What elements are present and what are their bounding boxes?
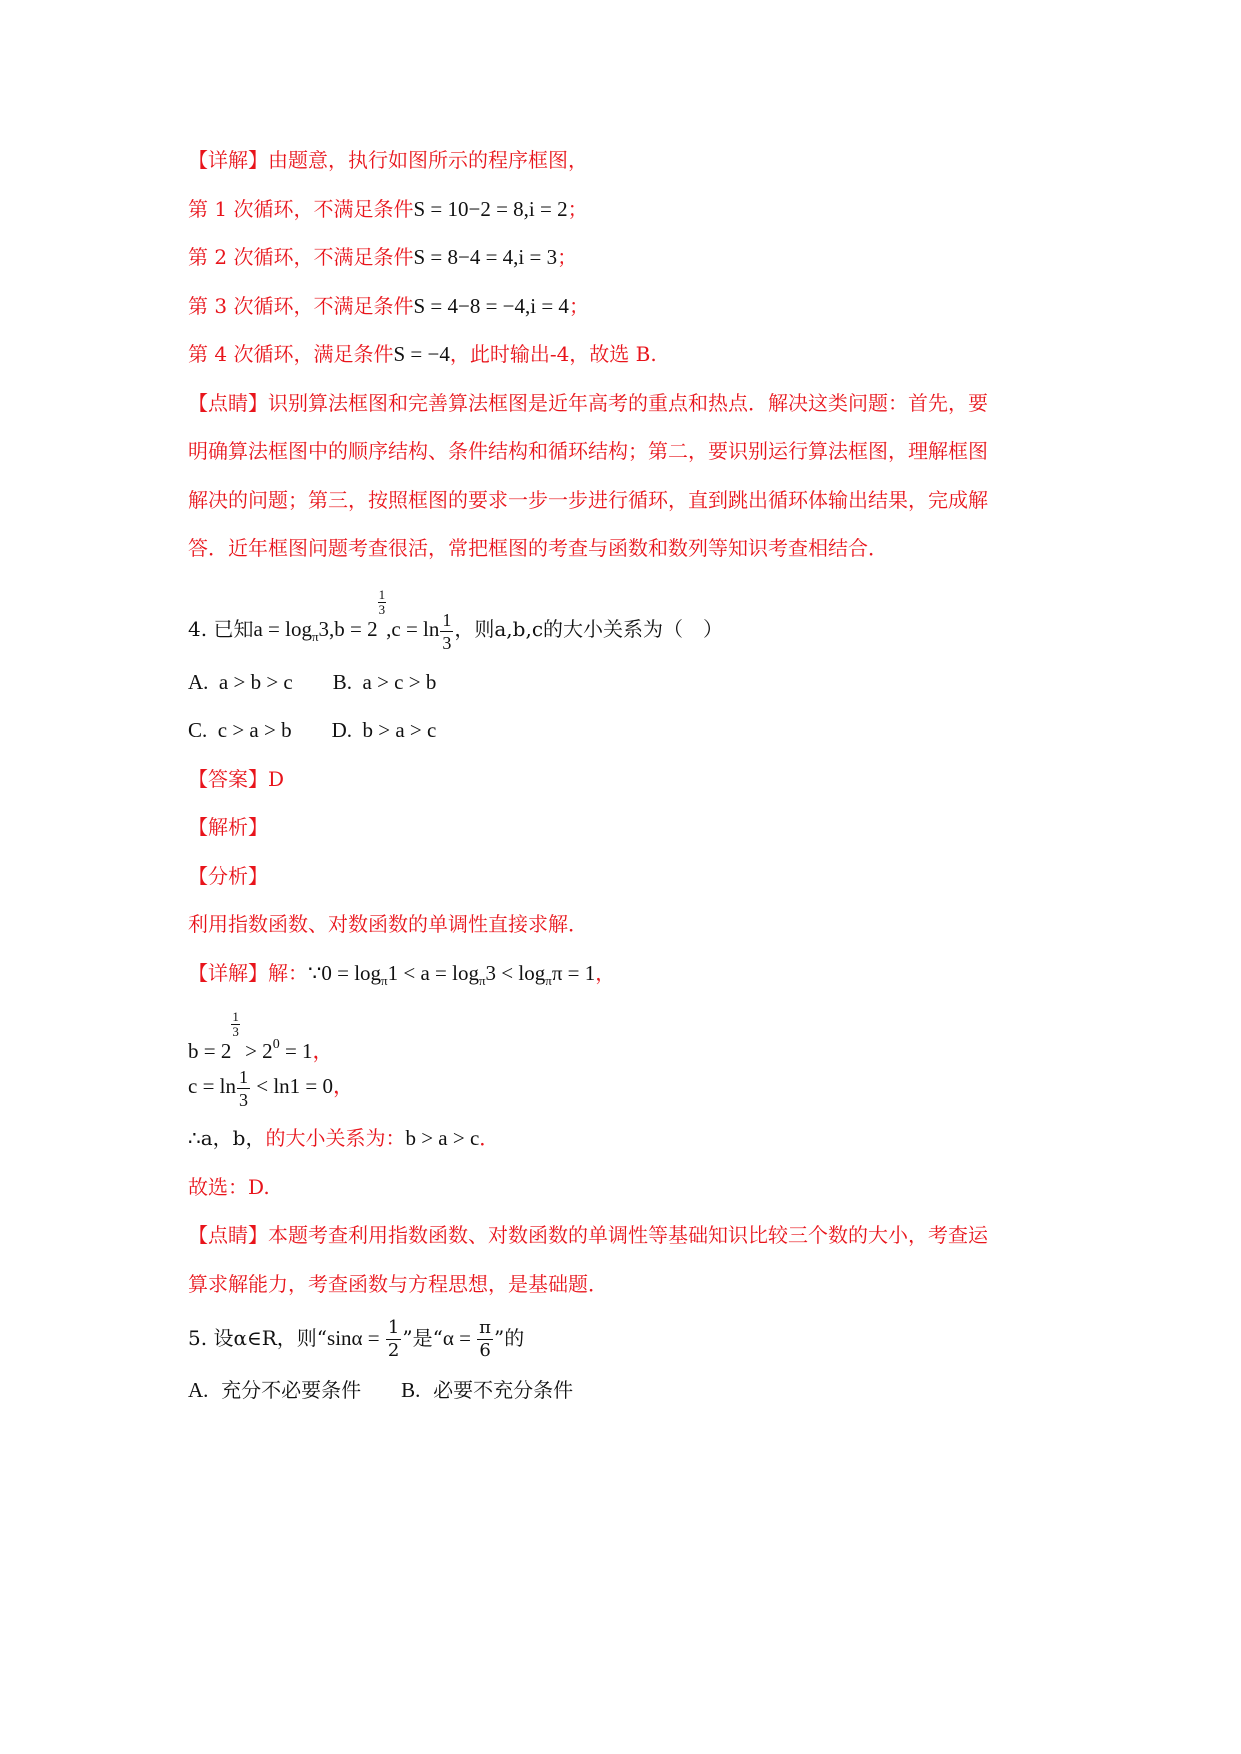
detail-tag: 【详解】 bbox=[188, 148, 268, 172]
fenxi-text: 利用指数函数、对数函数的单调性直接求解． bbox=[188, 912, 588, 936]
dianjing2-line-2: 算求解能力，考查函数与方程思想，是基础题． bbox=[188, 1272, 608, 1296]
detail-paragraph bbox=[188, 146, 588, 174]
fenxi-label: 【分析】 bbox=[188, 864, 268, 888]
q5-options-row-1: A. 充分不必要条件 B. 必要不充分条件 bbox=[188, 1378, 574, 1402]
jiexi-label: 【解析】 bbox=[188, 815, 268, 839]
question-5: 5. 设α∈R，则“sinα = $\frac{1}{2}$ ”是“α = $\frac{\pi}{6}$ ”的 bbox=[188, 1317, 525, 1361]
q4-options-row-2: C. c > a > b D. b > a > c bbox=[188, 718, 437, 742]
dianjing-line-2: 明确算法框图中的顺序结构、条件结构和循环结构；第二，要识别运行算法框图，理解框图 bbox=[188, 439, 988, 463]
q4-options-row-1: A. a > b > c B. a > c > b bbox=[188, 670, 437, 694]
answer-label: 【答案】D bbox=[188, 767, 285, 791]
loop-line-1: 第 1 次循环，不满足条件S = 10−2 = 8,i = 2； bbox=[188, 197, 588, 221]
loop-line-2: 第 2 次循环，不满足条件S = 8−4 = 4,i = 3； bbox=[188, 245, 578, 269]
q4-detail-line: 【详解】解：∵0 = $\log_\pi 1 < a = \log_\pi 3 < \log_\pi\pi = 1$， bbox=[188, 961, 616, 988]
fraction-one-third: $\frac{1}{3}$ bbox=[442, 609, 452, 653]
dianjing-line-4: 答．近年框图问题考查很活，常把框图的考查与函数和数列等知识考查相结合． bbox=[188, 536, 888, 560]
b-expression: b = 2 $\frac{1}{3}$ > $2^0 = 1$， bbox=[188, 1009, 334, 1063]
dianjing-line-3: 解决的问题；第三，按照框图的要求一步一步进行循环，直到跳出循环体输出结果，完成解 bbox=[188, 488, 988, 512]
question-4: 4. 已知$a = \log_\pi 3,b = 2$ $\frac{1}{3}$ ,c = ln $\frac{1}{3}$ ，则a,b,c的大小关系为（ ） bbox=[188, 587, 724, 653]
loop-line-3: 第 3 次循环，不满足条件S = 4−8 = −4,i = 4； bbox=[188, 294, 589, 318]
loop-line-4: 第 4 次循环，满足条件S = −4，此时输出-4，故选 B. bbox=[188, 342, 657, 366]
detail-text: 由题意，执行如图所示的程序框图， bbox=[268, 148, 588, 172]
exponent-fraction: $\frac{1}{3}$ bbox=[378, 587, 386, 617]
c-expression: c = ln $\frac{1}{3}$ < ln1 = 0， bbox=[188, 1066, 355, 1110]
dianjing2-line-1: 【点睛】本题考查利用指数函数、对数函数的单调性等基础知识比较三个数的大小，考查运 bbox=[188, 1223, 988, 1247]
guxuan-line: 故选：D. bbox=[188, 1175, 270, 1199]
dianjing-line-1: 【点睛】识别算法框图和完善算法框图是近年高考的重点和热点．解决这类问题：首先，要 bbox=[188, 391, 988, 415]
therefore-line: ∴a，b，的大小关系为：b > a > c． bbox=[188, 1126, 500, 1150]
